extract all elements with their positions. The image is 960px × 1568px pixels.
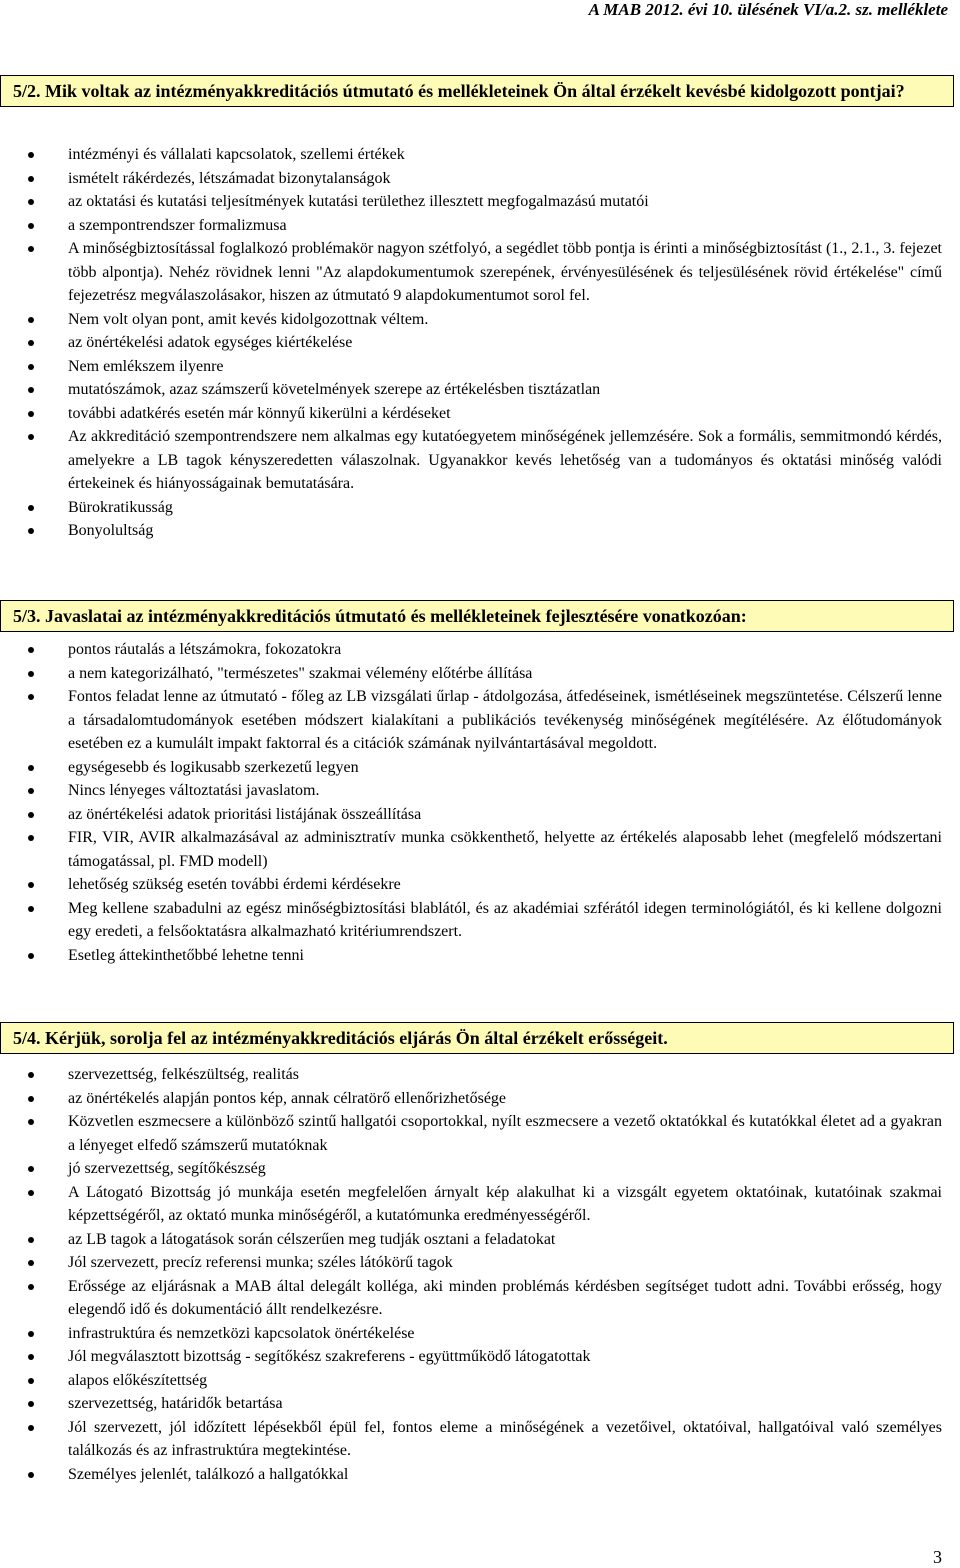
list-item-text: Fontos feladat lenne az útmutató - főleg az LB vizsgálati űrlap - átdolgozása, átfedéseinek, ismétléseinek megszüntetése. Célszerű lenne a társadalomtudományok esetében módszert kialakítani a publikációs tevékenység minőségének megítélésére. Az élőtudományok esetében ez a kumulált impakt faktorral és a citációk számának nyilvántartásával megoldott. [68,688,942,752]
list-item-text: Személyes jelenlét, találkozó a hallgatókkal [68,1465,349,1483]
bullet-icon [28,152,34,158]
bullet-icon [28,411,34,417]
bullet-icon [28,812,34,818]
list-item-text: Nem volt olyan pont, amit kevés kidolgozottnak véltem. [68,310,429,328]
list-item [0,1087,960,1111]
list-item-text: a nem kategorizálható, "természetes" szakmai vélemény előtérbe állítása [68,664,533,682]
bullet-icon [28,1378,34,1384]
list-item [0,873,960,897]
bullet-icon [28,176,34,182]
list-item-text: A Látogató Bizottság jó munkája esetén megfelelően árnyalt kép alakulhat ki a vizsgált egyetem oktatóinak, kutatóinak szakmai képzettségéről, az oktató munka minőségéről, a kutatómunka eredményességéről. [68,1183,942,1224]
list-item [0,1228,960,1252]
list-item [0,756,960,780]
section-heading-5-2: 5/2. Mik voltak az intézményakkreditációs útmutató és mellékleteinek Ön által érzékelt kevésbé kidolgozott pontjai? [0,75,954,107]
bullet-icon [28,199,34,205]
list-item [0,237,960,308]
list-item-text: szervezettség, felkészültség, realitás [68,1066,299,1083]
list-item-text: Nem emlékszem ilyenre [68,357,224,375]
bullet-icon [28,953,34,959]
list-item-text: Bonyolultság [68,522,154,539]
list-item [0,897,960,944]
list-item [0,1369,960,1393]
bullet-icon [28,1190,34,1196]
list-item [0,308,960,332]
list-item [0,1110,960,1157]
list-item [0,143,960,167]
bullet-icon [28,1472,34,1478]
bullet-icon [28,671,34,677]
list-item-text: Bürokratikusság [68,498,173,516]
bullet-icon [28,387,34,393]
section-heading-5-4: 5/4. Kérjük, sorolja fel az intézményakkreditációs eljárás Ön által érzékelt erősségeit. [0,1022,954,1054]
list-item-text: Jól szervezett, jól időzített lépésekből épül fel, fontos eleme a minőségének a vezetőivel, oktatóival, hallgatóival való személyes találkozás és az infrastruktúra megtekintése. [68,1418,942,1459]
list-item-text: jó szervezettség, segítőkészség [68,1160,266,1177]
bullet-icon [28,223,34,229]
list-item-text: alapos előkészítettség [68,1371,208,1389]
list-item-text: Jól szervezett, precíz referensi munka; széles látókörű tagok [68,1254,453,1271]
running-head: A MAB 2012. évi 10. ülésének VI/a.2. sz. melléklete [588,0,948,19]
bullet-icon [28,1401,34,1407]
list-item [0,826,960,873]
list-item [0,1063,960,1087]
bullet-list-5-2 [0,143,960,543]
bullet-icon [28,1119,34,1125]
bullet-icon [28,1096,34,1102]
list-item-text: Közvetlen eszmecsere a különböző szintű hallgatói csoportokkal, nyílt eszmecsere a vezető oktatókkal és kutatókkal életet ad a gyakran a lényeget elfedő számszerű mutatóknak [68,1113,942,1154]
list-item-text: ismételt rákérdezés, létszámadat bizonytalanságok [68,169,391,187]
list-item [0,1181,960,1228]
list-item [0,803,960,827]
bullet-icon [28,835,34,841]
list-item [0,378,960,402]
list-item-text: Az akkreditáció szempontrendszere nem alkalmas egy kutatóegyetem minőségének jellemzésére. Sok a formális, semmitmondó kérdés, amelyekre a LB tagok kényszeredetten válaszolnak. Ugyanakkor kevés lehetőség van a tudományos és oktatási minőség valódi értekeinek és hiányosságainak bemutatására. [68,428,942,492]
bullet-icon [28,246,34,252]
list-item [0,331,960,355]
bullet-icon [28,528,34,534]
list-item-text: lehetőség szükség esetén további érdemi kérdésekre [68,876,401,893]
list-item-text: mutatószámok, azaz számszerű követelmények szerepe az értékelésben tisztázatlan [68,381,601,398]
list-item-text: a szempontrendszer formalizmusa [68,216,287,234]
bullet-icon [28,1260,34,1266]
list-item-text: Erőssége az eljárásnak a MAB által delegált kolléga, aki minden problémás kérdésben segítséget tudott adni. További erősség, hogy elegendő idő és dokumentáció állt rendelkezésre. [68,1277,942,1318]
bullet-icon [28,1166,34,1172]
list-item [0,214,960,238]
list-item [0,1251,960,1275]
bullet-list-5-4 [0,1063,960,1486]
bullet-icon [28,364,34,370]
bullet-icon [28,1331,34,1337]
list-item [0,685,960,756]
bullet-icon [28,882,34,888]
bullet-icon [28,1072,34,1078]
list-item-text: az önértékelési adatok egységes kiértékelése [68,334,353,351]
list-item [0,1275,960,1322]
list-item [0,190,960,214]
list-item-text: szervezettség, határidők betartása [68,1395,283,1412]
list-item [0,425,960,496]
bullet-icon [28,647,34,653]
bullet-icon [28,505,34,511]
bullet-icon [28,1284,34,1290]
list-item [0,1322,960,1346]
list-item [0,519,960,543]
bullet-icon [28,340,34,346]
list-item [0,167,960,191]
list-item [0,944,960,968]
list-item-text: az önértékelési adatok prioritási listájának összeállítása [68,805,422,823]
list-item-text: Meg kellene szabadulni az egész minőségbiztosítási blablától, és az akadémiai szférától idegen terminológiától, és ki kellene dolgozni egy eredeti, a felsőoktatásra alkalmazható kritériumrendszert. [68,899,942,940]
list-item [0,355,960,379]
list-item [0,402,960,426]
list-item-text: pontos ráutalás a létszámokra, fokozatokra [68,641,342,658]
list-item [0,1392,960,1416]
bullet-icon [28,1425,34,1431]
bullet-list-5-3 [0,638,960,967]
list-item-text: Jól megválasztott bizottság - segítőkész szakreferens - együttműködő látogatottak [68,1348,591,1365]
list-item [0,638,960,662]
list-item-text: az LB tagok a látogatások során célszerűen meg tudják osztani a feladatokat [68,1230,556,1248]
list-item-text: infrastruktúra és nemzetközi kapcsolatok önértékelése [68,1324,415,1342]
bullet-icon [28,694,34,700]
bullet-icon [28,906,34,912]
list-item [0,779,960,803]
list-item-text: Esetleg áttekinthetőbbé lehetne tenni [68,946,304,964]
list-item-text: az oktatási és kutatási teljesítmények kutatási területhez illesztett megfogalmazású mutatói [68,193,649,210]
list-item [0,1463,960,1487]
list-item-text: Nincs lényeges változtatási javaslatom. [68,782,320,799]
list-item [0,662,960,686]
list-item-text: egységesebb és logikusabb szerkezetű legyen [68,758,359,776]
bullet-icon [28,788,34,794]
bullet-icon [28,765,34,771]
list-item [0,1157,960,1181]
section-heading-5-3: 5/3. Javaslatai az intézményakkreditációs útmutató és mellékleteinek fejlesztésére vonatkozóan: [0,600,954,632]
list-item [0,496,960,520]
list-item-text: FIR, VIR, AVIR alkalmazásával az adminisztratív munka csökkenthető, helyette az értékelés alaposabb lehet (megfelelő módszertani támogatással, pl. FMD modell) [68,829,942,870]
bullet-icon [28,1354,34,1360]
list-item [0,1345,960,1369]
bullet-icon [28,434,34,440]
bullet-icon [28,1237,34,1243]
list-item-text: intézményi és vállalati kapcsolatok, szellemi értékek [68,146,405,163]
list-item-text: további adatkérés esetén már könnyű kikerülni a kérdéseket [68,404,451,422]
list-item-text: A minőségbiztosítással foglalkozó problémakör nagyon szétfolyó, a segédlet több pontja is érinti a minőségbiztosítást (1., 2.1., 3. fejezet több alpontja). Nehéz rövidnek lenni "Az alapdokumentumok szerepének, érvényesülésének és teljesülésének rövid értékelése" című fejezetrész megválaszolásakor, hiszen az útmutató 9 alapdokumentumot sorol fel. [68,240,942,304]
list-item [0,1416,960,1463]
page-number: 3 [933,1547,942,1567]
bullet-icon [28,317,34,323]
list-item-text: az önértékelés alapján pontos kép, annak célratörő ellenőrizhetősége [68,1089,507,1107]
